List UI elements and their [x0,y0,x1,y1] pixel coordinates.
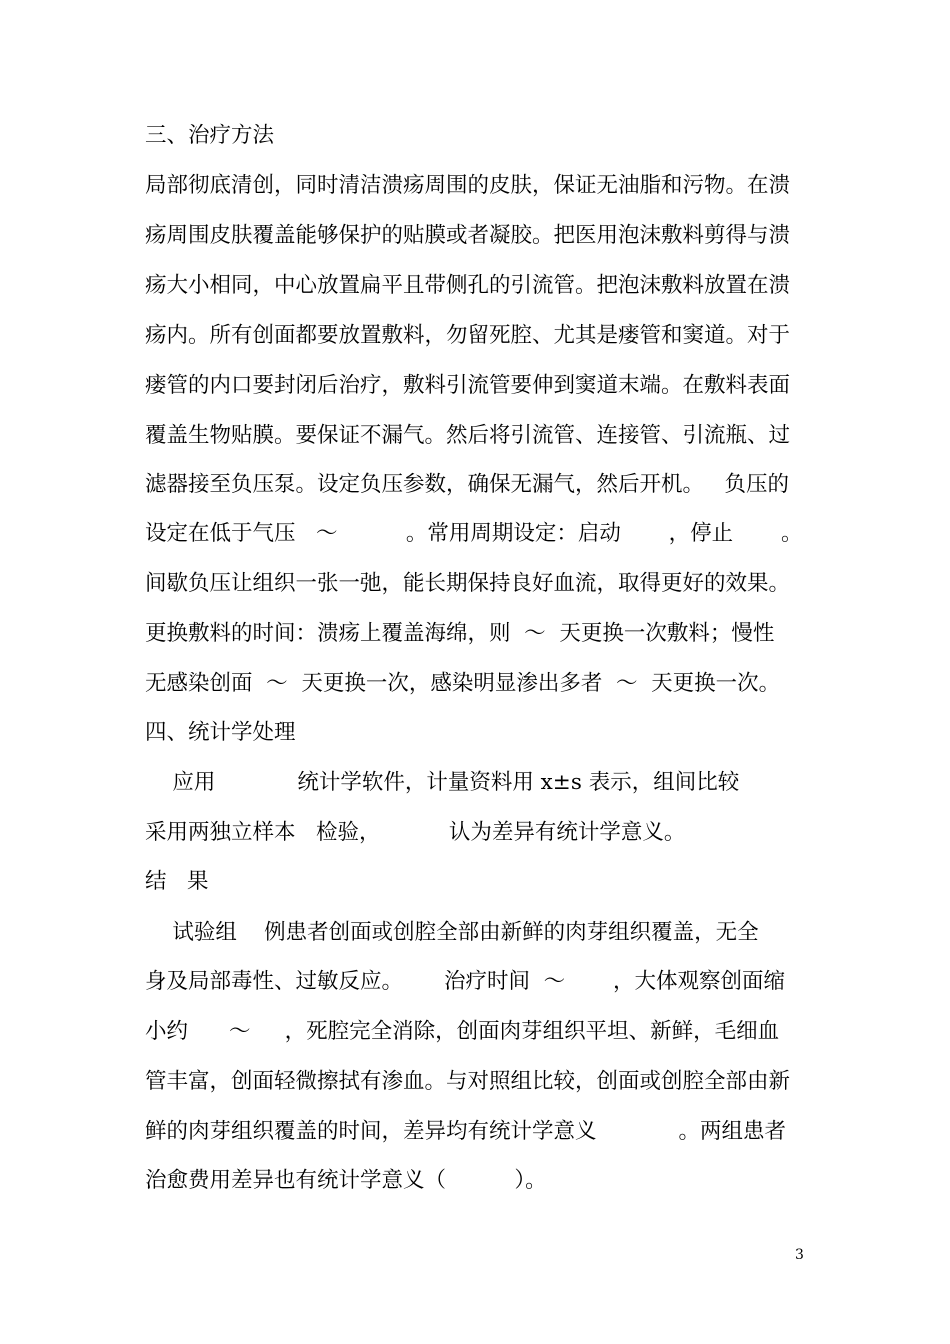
paragraph-line: 小约 ～ ，死腔完全消除，创面肉芽组织平坦、新鲜，毛细血 [145,1019,780,1044]
paragraph-line: 无感染创面 ～ 天更换一次，感染明显渗出多者 ～ 天更换一次。 [145,671,781,696]
paragraph-line: 应用 统计学软件，计量资料用 x±s 表示，组间比较 [145,770,740,795]
paragraph-line: 更换敷料的时间：溃疡上覆盖海绵，则 ～ 天更换一次敷料；慢性 [145,621,775,646]
section-heading-results: 结 果 [145,869,209,894]
paragraph-line: 鲜的肉芽组织覆盖的时间，差异均有统计学意义 。两组患者 [145,1119,787,1144]
paragraph-line: 身及局部毒性、过敏反应。 治疗时间 ～ ，大体观察创面缩 [145,969,786,994]
paragraph-line: 局部彻底清创，同时清洁溃疡周围的皮肤，保证无油脂和污物。在溃 [145,173,791,198]
page-number: 3 [795,1247,804,1263]
paragraph-line: 瘘管的内口要封闭后治疗，敷料引流管要伸到窦道末端。在敷料表面 [145,373,791,398]
paragraph-line: 覆盖生物贴膜。要保证不漏气。然后将引流管、连接管、引流瓶、过 [145,423,791,448]
paragraph-line: 间歇负压让组织一张一弛，能长期保持良好血流，取得更好的效果。 [145,571,791,596]
paragraph-line: 疡内。所有创面都要放置敷料，勿留死腔、尤其是瘘管和窦道。对于 [145,323,791,348]
paragraph-line: 疡周围皮肤覆盖能够保护的贴膜或者凝胶。把医用泡沫敷料剪得与溃 [145,223,791,248]
paragraph-line: 采用两独立样本 检验， 认为差异有统计学意义。 [145,820,686,845]
paragraph-line: 试验组 例患者创面或创腔全部由新鲜的肉芽组织覆盖，无全 [145,920,759,945]
section-heading-treatment-method: 三、治疗方法 [145,123,275,148]
paragraph-line: 滤器接至负压泵。设定负压参数，确保无漏气，然后开机。 负压的 [145,472,790,497]
paragraph-line: 管丰富，创面轻微擦拭有渗血。与对照组比较，创面或创腔全部由新 [145,1069,791,1094]
section-heading-statistics: 四、统计学处理 [145,720,296,745]
paragraph-line: 设定在低于气压 ～ 。常用周期设定：启动 ，停止 。 [145,521,803,546]
paragraph-line: 治愈费用差异也有统计学意义（ ）。 [145,1168,547,1193]
paragraph-line: 疡大小相同，中心放置扁平且带侧孔的引流管。把泡沫敷料放置在溃 [145,273,791,298]
